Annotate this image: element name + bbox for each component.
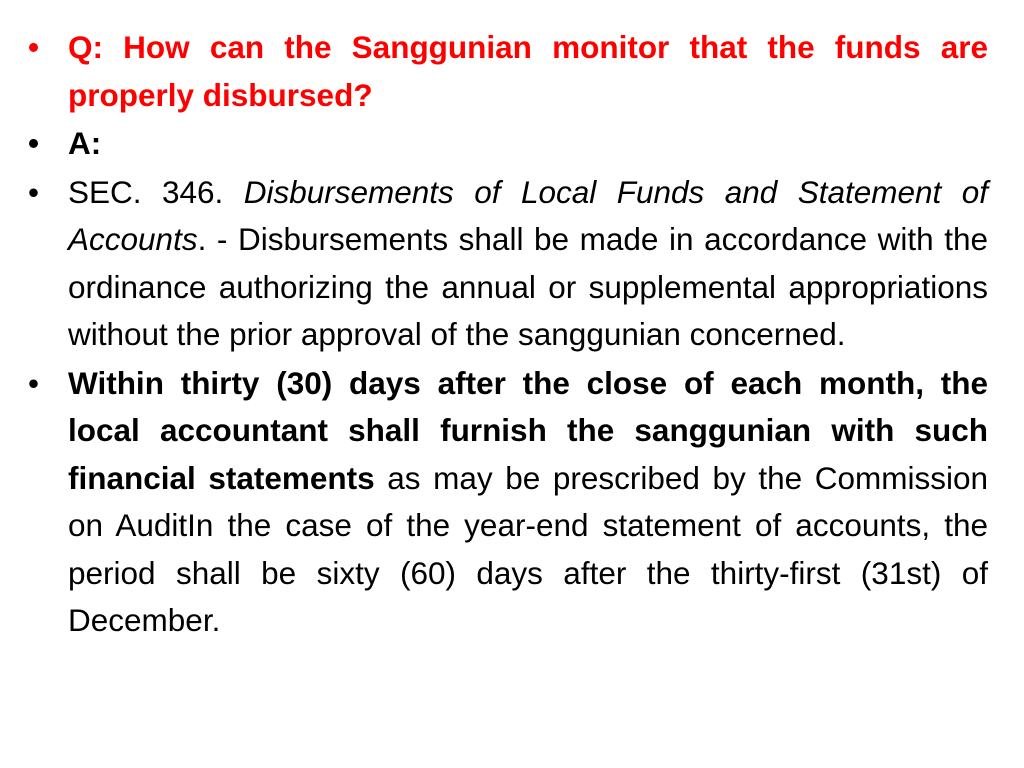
section-number: SEC. 346. bbox=[68, 173, 224, 210]
section-title: Disbursements of Local Funds and Statement of Accounts bbox=[68, 173, 988, 257]
bullet-marker: • bbox=[28, 29, 40, 65]
section-body: Disbursements shall be made in accordance with the ordinance authorizing the annual or supplemental appropriations without the prior approval of the sanggunian concerned. bbox=[68, 221, 988, 352]
statement-bullet bbox=[28, 360, 988, 645]
bullet-marker: • bbox=[28, 125, 40, 161]
bullet-marker: • bbox=[28, 173, 40, 210]
section-bullet bbox=[28, 169, 988, 359]
section-separator: . - bbox=[197, 221, 238, 257]
question-bullet bbox=[28, 24, 988, 119]
statement-bold-text: Within thirty (30) days after the close of each month, the local accountant shall furnish the sanggunian with such financial statements bbox=[68, 364, 988, 496]
bullet-list bbox=[28, 24, 988, 646]
statement-rest-text: as may be prescribed by the Commission on AuditIn the case of the year-end statement of accounts, the period shall be sixty (60) days after the thirty-first (31st) of December. bbox=[68, 459, 988, 638]
answer-label: A: bbox=[68, 125, 102, 161]
bullet-marker: • bbox=[28, 364, 40, 401]
answer-bullet bbox=[28, 120, 988, 168]
question-text: Q: How can the Sanggunian monitor that the funds are properly disbursed? bbox=[68, 29, 988, 113]
